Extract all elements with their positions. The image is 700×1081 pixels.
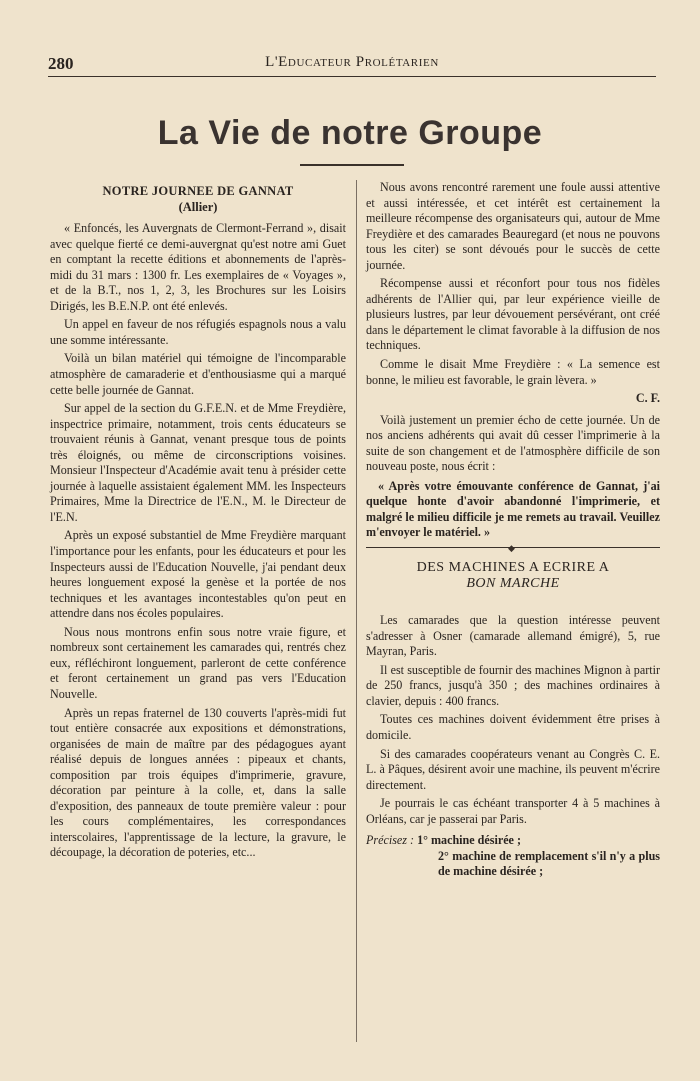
paragraph: Nous avons rencontré rarement une foule aussi attentive et aussi intéressée, et cet intérêt est certainement la meilleure récompense des organisateurs qui, autour de Mme Freydière et des camarades Beauregard (et nous ne pouvons tous les citer) se sont dévoués pour le succès de cette journée. bbox=[366, 180, 660, 272]
signature: C. F. bbox=[635, 391, 660, 406]
page-title: La Vie de notre Groupe bbox=[157, 114, 543, 152]
specify-item: 2° machine de remplacement s'il n'y a plus de machine désirée ; bbox=[438, 848, 660, 879]
paragraph: Toutes ces machines doivent évidemment être prises à domicile. bbox=[366, 712, 660, 742]
paragraph: Après un repas fraternel de 130 couverts l'après-midi fut tout entière consacrée aux expositions et démonstrations, organisées de main de maître par des pédagogues ayant réalisé depuis de longues années : pipeaux et chants, composition par trois équipes d'imprimerie, gravure, décoration par peinture à la colle, et, dans la salle d'exposition, des panneaux de toute première valeur : pour les cours complémentaires, les correspondances interscolaires, l'apprentissage de la lecture, la gravure, le découpage, la décoration de poteries, etc... bbox=[50, 705, 346, 860]
specify-item: 1° machine désirée ; bbox=[417, 833, 521, 848]
section-title: NOTRE JOURNEE DE GANNAT bbox=[102, 184, 294, 198]
section-divider bbox=[366, 543, 660, 554]
page-number: 280 bbox=[48, 54, 74, 73]
page-header bbox=[48, 54, 656, 77]
paragraph: Récompense aussi et réconfort pour tous nos fidèles adhérents de l'Allier qui, par leur expérience vieille de plusieurs lustres, par leur dévouement persévérant, ont créé dans le département le climat favorable à la diffusion de nos techniques. bbox=[366, 276, 660, 353]
paragraph: Un appel en faveur de nos réfugiés espagnols nous a valu une somme intéressante. bbox=[50, 317, 346, 347]
section-subtitle: (Allier) bbox=[178, 199, 218, 214]
paragraph: Comme le disait Mme Freydière : « La semence est bonne, le milieu est favorable, le grain lèvera. » bbox=[366, 357, 660, 387]
paragraph: Voilà justement un premier écho de cette journée. Un de nos anciens adhérents qui avait dû cesser l'imprimerie à la suite de son changement et de l'atmosphère difficile de son nouveau poste, nous écrit : bbox=[366, 412, 660, 474]
specify-label: Précisez : bbox=[366, 833, 415, 848]
paragraph: Nous nous montrons enfin sous notre vraie figure, et nombreux sont certainement les camarades qui, rentrés chez eux, réfléchiront longuement, parleront de cette conférence et feront certainement un grand pas vers l'Education Nouvelle. bbox=[50, 624, 346, 701]
paragraph: Sur appel de la section du G.F.E.N. et de Mme Freydière, inspectrice primaire, notamment, trois cents éducateurs se trouvaient réunis à Gannat, venant presque tous de points très éloignés, ou même de circonscriptions voisines. Monsieur l'Inspecteur d'Académie avait tenu à présider cette journée à laquelle assistaient également MM. les Inspecteurs Primaires, Mme la Directrice de l'E.N., M. le Directeur de l'E.N. bbox=[50, 401, 346, 524]
paragraph: Voilà un bilan matériel qui témoigne de l'incomparable atmosphère de camaraderie et d'enthousiasme qui a marqué cette belle journée de Gannat. bbox=[50, 351, 346, 397]
paragraph: Il est susceptible de fournir des machines Mignon à partir de 250 francs, jusqu'à 350 ; des machines ordinaires à clavier, depuis : 400 francs. bbox=[366, 662, 660, 708]
paragraph: Si des camarades coopérateurs venant au Congrès C. E. L. à Pâques, désirent avoir une machine, ils peuvent m'écrire directement. bbox=[366, 746, 660, 792]
specify-line bbox=[366, 833, 660, 849]
paragraph: Les camarades que la question intéresse peuvent s'adresser à Osner (camarade allemand émigré), 5, rue Mayran, Paris. bbox=[366, 613, 660, 659]
left-column bbox=[50, 180, 346, 864]
right-column bbox=[366, 180, 660, 880]
section-title: DES MACHINES A ECRIRE A bbox=[416, 560, 610, 576]
paragraph: « Enfoncés, les Auvergnats de Clermont-Ferrand », disait avec quelque fierté ce demi-auvergnat qu'est notre ami Guet en comptant la recette éditions et abonnements de l'après-midi du 31 mars : 1300 fr. Les exemplaires de « Voyages », et de la B.T., nos 1, 2, 3, les Brochures sur les Loisirs Dirigés, les B.E.N.P. ont été enlevés. bbox=[50, 221, 346, 313]
section-subtitle: BON MARCHE bbox=[466, 575, 560, 591]
diamond-ornament-icon: ◆ bbox=[508, 543, 515, 554]
letter-quote: « Après votre émouvante conférence de Gannat, j'ai quelque honte d'avoir abandonné l'imprimerie, et malgré le milieu difficile je me remets au travail. Veuillez m'envoyer le matériel. » bbox=[366, 478, 660, 540]
title-underline bbox=[300, 164, 404, 166]
paragraph: Après un exposé substantiel de Mme Freydière marquant l'importance pour les enfants, pour les éducateurs et pour les Inspecteurs aussi de l'Education Nouvelle, j'ai pendant deux heures longuement exposé la genèse et la portée de nos techniques et les avantages incontestables qu'on peut en attendre dans nos écoles populaires. bbox=[50, 528, 346, 621]
column-divider bbox=[356, 180, 357, 1042]
journal-title: L'Educateur Prolétarien bbox=[265, 54, 439, 70]
paragraph: Je pourrais le cas échéant transporter 4 à 5 machines à Orléans, car je passerai par Paris. bbox=[366, 796, 660, 826]
